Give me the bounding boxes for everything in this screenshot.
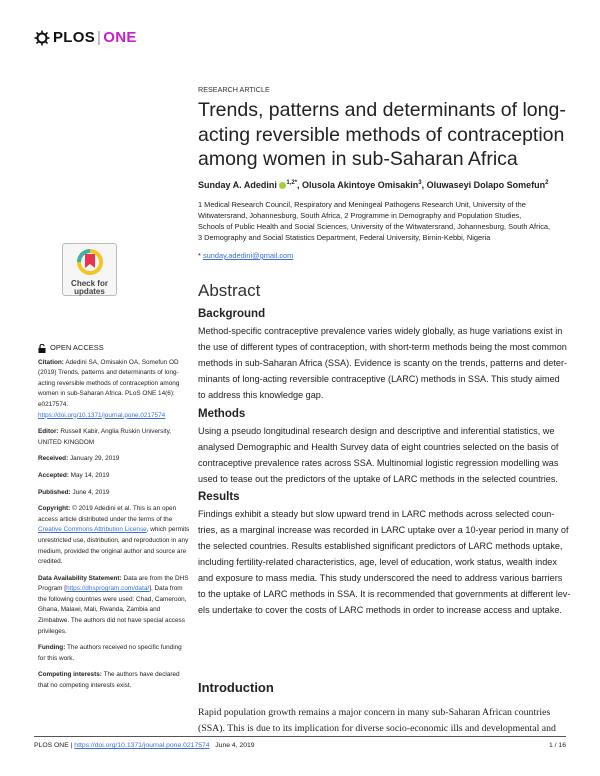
affiliation-line: Schools of Public Health and Social Sciences, University of the Witwatersrand, Johannesburg, South Africa, — [198, 222, 551, 231]
footer-date: June 4, 2019 — [215, 742, 255, 749]
data-availability-label: Data Availability Statement: — [38, 574, 122, 582]
check-updates-line2: updates — [74, 287, 105, 296]
text-line: contraceptive prevalence rates across SSA. Multinomial logistic regression modelling was — [198, 458, 559, 468]
footer-journal: PLOS ONE | — [34, 742, 75, 749]
sidebar — [38, 343, 190, 698]
competing-text: The authors have declared that no competing interests exist. — [38, 671, 180, 690]
logo-divider: | — [97, 29, 102, 46]
abstract-background — [198, 308, 568, 403]
results-text — [198, 506, 571, 618]
affiliation-line: 1 Medical Research Council, Respiratory and Meningeal Pathogens Research Unit, University of the — [198, 200, 526, 209]
accepted — [38, 471, 190, 482]
data-availability-text-2: ]. Data from the following countries were used: Chad, Cameroon, Ghana, Malawi, Mali, Rwanda, Zambia and Zimbabwe. The authors did not have special access privileges. — [38, 585, 187, 635]
funding-text: The authors received no specific funding for this work. — [38, 644, 182, 662]
text-line: els undertake to cover the costs of LARC methods in order to increase access and uptake. — [198, 605, 562, 615]
competing-interests — [38, 670, 190, 691]
background-text — [198, 323, 568, 403]
author-name[interactable]: , Olusola Akintoye Omisakin — [297, 180, 419, 190]
author-affiliation-mark: 3 — [418, 180, 422, 186]
copyright — [38, 504, 190, 568]
email-link[interactable]: sunday.adedini@gmail.com — [202, 251, 294, 260]
abstract-heading: Abstract — [198, 281, 261, 300]
text-line: including fertility-related characteristics, age, level of education, work status, wealth index — [198, 557, 557, 567]
email-mark: * — [198, 251, 203, 260]
footer-divider — [34, 736, 566, 737]
text-line: Using a pseudo longitudinal research design and descriptive and inferential statistics, we — [198, 426, 555, 436]
received-date: January 29, 2019 — [68, 455, 120, 463]
article-title — [198, 98, 568, 172]
dhs-link[interactable]: https://dhsprogram.com/data/ — [66, 585, 150, 593]
text-line: to address this knowledge gap. — [198, 390, 324, 400]
check-for-updates-badge[interactable] — [62, 243, 117, 296]
background-heading: Background — [198, 308, 266, 320]
affiliation-line: Witwatersrand, Johannesburg, South Africa, 2 Programme in Demography and Population Studies, — [198, 211, 522, 220]
citation-text: Adedini SA, Omisakin OA, Somefun OD (2019) Trends, patterns and determinants of long-acting reversible methods of contraception among women in sub-Saharan Africa. PLoS ONE 14(6): e0217574. — [38, 358, 180, 408]
text-line: methods in sub-Saharan Africa (SSA). Evidence is scanty on the trends, patterns and deter- — [198, 358, 567, 368]
affiliations — [198, 199, 568, 243]
author-list — [198, 180, 568, 190]
logo-plos: PLOS — [53, 29, 96, 46]
copyright-text: © 2019 Adedini et al. This is an open access article distributed under the terms of the — [38, 505, 177, 523]
open-access — [38, 343, 190, 354]
check-updates-icon — [75, 247, 105, 277]
author-affiliation-mark: 2 — [545, 180, 549, 186]
introduction-text — [198, 705, 568, 737]
methods-heading: Methods — [198, 408, 246, 420]
received-label: Received: — [38, 455, 69, 463]
check-updates-line1: Check for — [71, 278, 108, 288]
logo-one: ONE — [103, 29, 137, 46]
methods-text — [198, 423, 568, 487]
text-line: Rapid population growth remains a major concern in many sub-Saharan African countries — [198, 707, 551, 718]
plos-one-logo[interactable] — [34, 29, 137, 46]
text-line: Findings exhibit a steady but slow upward trend in LARC methods across selected coun- — [198, 509, 555, 519]
page-number: 1 / 16 — [548, 742, 566, 749]
published-date: June 4, 2019 — [70, 488, 110, 496]
editor-text: Russell Kabir, Anglia Ruskin University, UNITED KINGDOM — [38, 428, 172, 446]
text-line: the use of different types of contraception, with short-term methods being the most common — [198, 342, 567, 352]
corresponding-email — [198, 251, 568, 260]
author-affiliation-mark: 1,2* — [286, 180, 298, 186]
license-link[interactable]: Creative Commons Attribution License — [38, 526, 147, 534]
published-label: Published: — [38, 488, 71, 496]
accepted-date: May 14, 2019 — [68, 471, 110, 479]
text-line: Method-specific contraceptive prevalence varies widely globally, as huge variations exist in — [198, 326, 563, 336]
abstract-results — [198, 491, 571, 618]
abstract-methods — [198, 408, 568, 487]
funding — [38, 643, 190, 664]
editor-label: Editor: — [38, 428, 59, 436]
published — [38, 488, 190, 499]
copyright-label: Copyright: — [38, 505, 71, 513]
title-line: among women in sub-Saharan Africa — [198, 148, 518, 170]
text-line: (SSA). This is due to its implication for diverse socio-economic ills and developmental and — [198, 723, 556, 734]
data-availability — [38, 574, 190, 638]
funding-label: Funding: — [38, 644, 66, 652]
received — [38, 454, 190, 465]
affiliation-line: 3 Demography and Social Statistics Department, Federal University, Birnin-Kebbi, Nigeria — [198, 233, 491, 242]
results-heading: Results — [198, 491, 240, 503]
page-footer — [34, 742, 566, 749]
footer-doi-link[interactable]: https://doi.org/10.1371/journal.pone.0217574 — [74, 742, 210, 749]
text-line: to the uptake of LARC methods in SSA. It is recommended that governments at different lev- — [198, 589, 571, 599]
text-line: and exposure to mass media. This study underscored the need to address various barriers — [198, 573, 563, 583]
introduction-heading: Introduction — [198, 680, 274, 695]
author-name[interactable]: , Oluwaseyi Dolapo Somefun — [421, 180, 546, 190]
article-type: RESEARCH ARTICLE — [198, 85, 270, 94]
citation-doi-link[interactable]: https://doi.org/10.1371/journal.pone.0217574 — [38, 411, 166, 419]
open-access-label: OPEN ACCESS — [50, 343, 104, 352]
citation-label: Citation: — [38, 358, 64, 366]
plos-logo-icon — [34, 30, 50, 46]
open-lock-icon — [38, 344, 46, 353]
text-line: minants of long-acting reversible contraceptive (LARC) methods in SSA. This study aimed — [198, 374, 560, 384]
copyright-text-2: , which permits unrestricted use, distribution, and reproduction in any medium, provided the original author and source are credited. — [38, 526, 190, 566]
footer-citation — [34, 742, 255, 749]
text-line: tries, as a marginal increase was recorded in LARC uptake over a 10-year period in many of — [198, 525, 569, 535]
text-line: analysed Demographic and Health Survey data of eight countries selected on the basis of — [198, 442, 559, 452]
citation — [38, 358, 190, 422]
title-line: Trends, patterns and determinants of long- — [198, 99, 566, 121]
editor — [38, 427, 190, 448]
data-availability-text: Data are from the DHS Program [ — [38, 574, 189, 593]
text-line: used to tease out the predictors of the uptake of LARC methods in the selected countries. — [198, 474, 558, 484]
accepted-label: Accepted: — [38, 471, 69, 479]
title-line: acting reversible methods of contraception — [198, 123, 565, 146]
author-name[interactable]: Sunday A. Adedini — [198, 180, 277, 190]
text-line: the selected countries. Results established significant predictors of LARC methods uptake, — [198, 541, 563, 551]
competing-label: Competing interests: — [38, 671, 102, 679]
